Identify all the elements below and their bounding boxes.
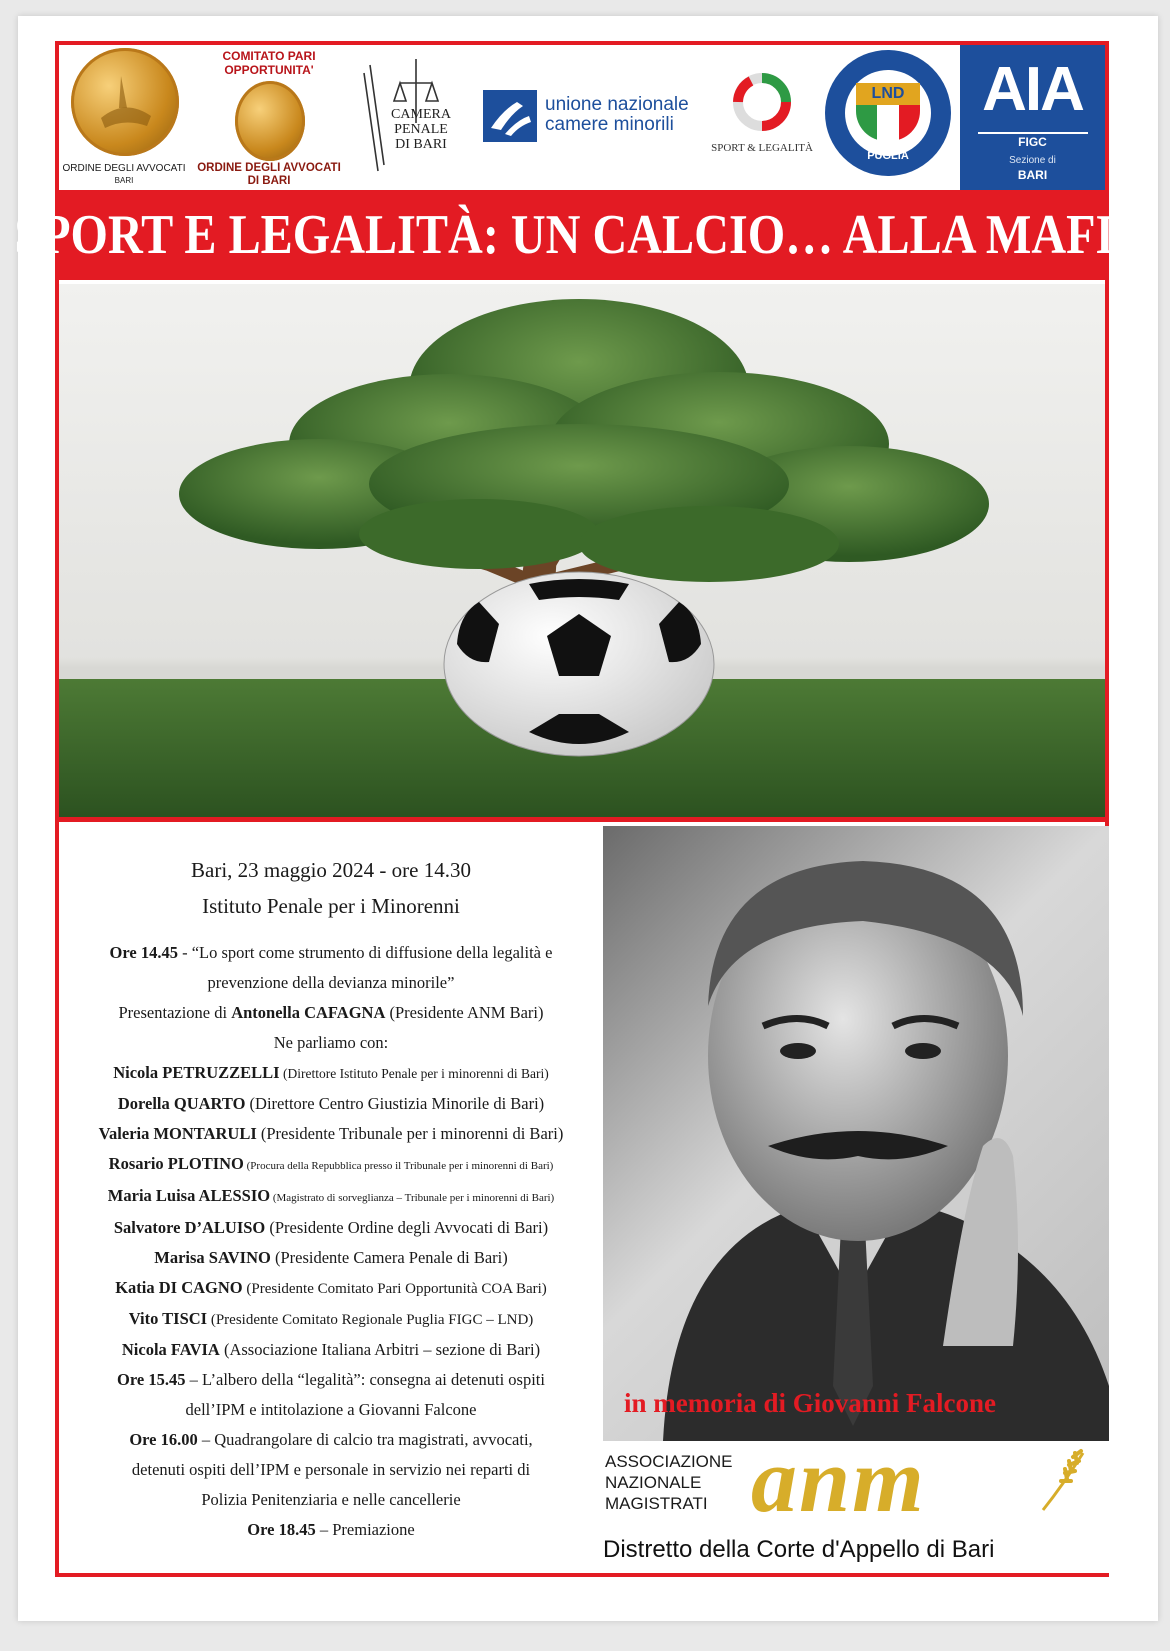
speaker-name: Nicola PETRUZZELLI	[113, 1063, 280, 1082]
hands-icon	[483, 90, 537, 142]
ordine-avvocati-city: BARI	[114, 176, 134, 185]
program-item-1600	[59, 1425, 603, 1455]
program-time: Ore 14.45	[109, 943, 178, 962]
program-text-cont: Polizia Penitenziaria e nelle cancellerie	[201, 1490, 461, 1509]
program-item-1445	[59, 938, 603, 968]
comitato-coin-icon	[235, 81, 305, 161]
program-list	[59, 938, 603, 1545]
speaker-role: (Presidente Comitato Pari Opportunità COA Bari)	[242, 1281, 547, 1297]
memoria-caption: in memoria di Giovanni Falcone	[624, 1388, 997, 1418]
aia-city: BARI	[1017, 168, 1048, 182]
comitato-title-line2: OPPORTUNITA'	[224, 63, 314, 77]
speaker-name: Nicola FAVIA	[121, 1340, 220, 1359]
tricolor-ball-icon	[731, 71, 793, 133]
presenter-name: Antonella CAFAGNA	[231, 1003, 386, 1022]
ordine-avvocati-logo	[59, 45, 189, 190]
event-date: Bari, 23 maggio 2024 - ore 14.30	[191, 858, 471, 882]
program-text: - “Lo sport come strumento di diffusione della legalità e	[177, 943, 553, 962]
sport-legalita-logo	[707, 45, 817, 190]
speaker-name: Maria Luisa ALESSIO	[107, 1186, 271, 1205]
program-text: – L’albero della “legalità”: consegna ai detenuti ospiti	[185, 1370, 545, 1389]
program-text-cont: dell’IPM e intitolazione a Giovanni Falcone	[185, 1400, 477, 1419]
presenter-role: (Presidente ANM Bari)	[385, 1003, 544, 1022]
unione-line2: camere minorili	[545, 114, 674, 135]
camera-penale-line3: DI BARI	[395, 137, 447, 152]
speaker-name: Vito TISCI	[128, 1309, 208, 1328]
poster-title: SPORT E LEGALITÀ: UN CALCIO… ALLA MAFIA	[14, 204, 1150, 266]
camera-penale-line1: CAMERA	[391, 107, 451, 122]
comitato-caption-line1: ORDINE DEGLI AVVOCATI	[197, 162, 341, 174]
hero-image	[59, 284, 1105, 817]
falcone-portrait	[603, 826, 1109, 1441]
anm-logo-block	[603, 1429, 1109, 1573]
speaker-role: (Presidente Tribunale per i minorenni di Bari)	[256, 1124, 564, 1143]
anm-line3: MAGISTRATI	[605, 1494, 708, 1513]
speaker-row	[59, 1149, 603, 1181]
program-time: Ore 15.45	[117, 1370, 186, 1389]
speaker-role: (Presidente Ordine degli Avvocati di Bari)	[265, 1218, 549, 1237]
aia-sezione: Sezione di	[1009, 155, 1056, 166]
speaker-row	[59, 1243, 603, 1273]
hero-divider	[59, 817, 1105, 822]
program-section	[59, 826, 603, 1573]
anm-wordmark: anm	[751, 1429, 926, 1531]
speaker-name: Dorella QUARTO	[117, 1094, 246, 1113]
comitato-title-line1: COMITATO PARI	[222, 49, 316, 63]
speaker-role: (Procura della Repubblica presso il Tribunale per i minorenni di Bari)	[243, 1160, 554, 1172]
coin-emblem-icon	[71, 48, 179, 156]
speaker-name: Marisa SAVINO	[154, 1248, 271, 1267]
presentation-prefix: Presentazione di	[118, 1003, 232, 1022]
speaker-name: Salvatore D’ALUISO	[113, 1218, 266, 1237]
speaker-name: Rosario PLOTINO	[108, 1154, 244, 1173]
speaker-row	[59, 1213, 603, 1243]
wheat-icon	[1033, 1445, 1093, 1515]
aia-figc: FIGC	[1018, 135, 1047, 149]
unione-line1: unione nazionale	[545, 94, 689, 115]
speaker-row	[59, 1335, 603, 1365]
tree-on-football-illustration	[59, 284, 1105, 817]
program-item-1545	[59, 1365, 603, 1395]
camera-penale-logo	[354, 45, 454, 190]
camera-penale-line2: PENALE	[394, 122, 448, 137]
presentation-line	[59, 998, 603, 1028]
speaker-role: (Associazione Italiana Arbitri – sezione di Bari)	[219, 1340, 541, 1359]
speaker-row	[59, 1058, 603, 1089]
speakers-intro: Ne parliamo con:	[273, 1033, 389, 1052]
unione-camere-minorili-logo	[483, 45, 703, 190]
program-item-1845	[59, 1515, 603, 1545]
lnd-region: PUGLIA	[867, 150, 909, 162]
comitato-caption-line2: DI BARI	[247, 175, 291, 187]
speaker-row	[59, 1304, 603, 1335]
speaker-role: (Presidente Camera Penale di Bari)	[270, 1248, 508, 1267]
lnd-text: LND	[856, 83, 920, 105]
aia-text: AIA	[982, 55, 1083, 124]
portrait-illustration	[603, 826, 1109, 1441]
ordine-avvocati-caption: ORDINE DEGLI AVVOCATI	[62, 163, 186, 174]
lnd-badge-icon	[825, 50, 951, 176]
speaker-role: (Magistrato di sorveglianza – Tribunale per i minorenni di Bari)	[270, 1192, 555, 1204]
title-banner	[14, 190, 1150, 280]
program-text: – Quadrangolare di calcio tra magistrati, avvocati,	[197, 1430, 533, 1449]
anm-line2: NAZIONALE	[605, 1473, 702, 1492]
speaker-role: (Direttore Centro Giustizia Minorile di Bari)	[245, 1094, 545, 1113]
logo-strip	[59, 45, 1105, 190]
speaker-row	[59, 1119, 603, 1149]
speaker-row	[59, 1273, 603, 1304]
aia-logo	[960, 45, 1105, 190]
lnd-puglia-logo	[825, 45, 953, 190]
program-text-cont: detenuti ospiti dell’IPM e personale in servizio nei reparti di	[131, 1460, 531, 1479]
speaker-row	[59, 1089, 603, 1119]
speaker-name: Katia DI CAGNO	[115, 1278, 243, 1297]
speaker-role: (Presidente Comitato Regionale Puglia FIGC – LND)	[207, 1312, 534, 1328]
comitato-pari-opportunita-logo	[189, 45, 349, 190]
speaker-role: (Direttore Istituto Penale per i minorenni di Bari)	[279, 1066, 549, 1081]
anm-line1: ASSOCIAZIONE	[605, 1452, 733, 1471]
program-text-cont: prevenzione della devianza minorile”	[207, 973, 455, 992]
speaker-row	[59, 1181, 603, 1213]
program-time: Ore 18.45	[247, 1520, 316, 1539]
program-text: – Premiazione	[315, 1520, 415, 1539]
speaker-name: Valeria MONTARULI	[98, 1124, 257, 1143]
sport-legalita-caption: SPORT & LEGALITÀ	[711, 142, 813, 154]
anm-distretto: Distretto della Corte d'Appello di Bari	[603, 1536, 995, 1563]
event-venue: Istituto Penale per i Minorenni	[202, 894, 460, 918]
program-time: Ore 16.00	[129, 1430, 198, 1449]
